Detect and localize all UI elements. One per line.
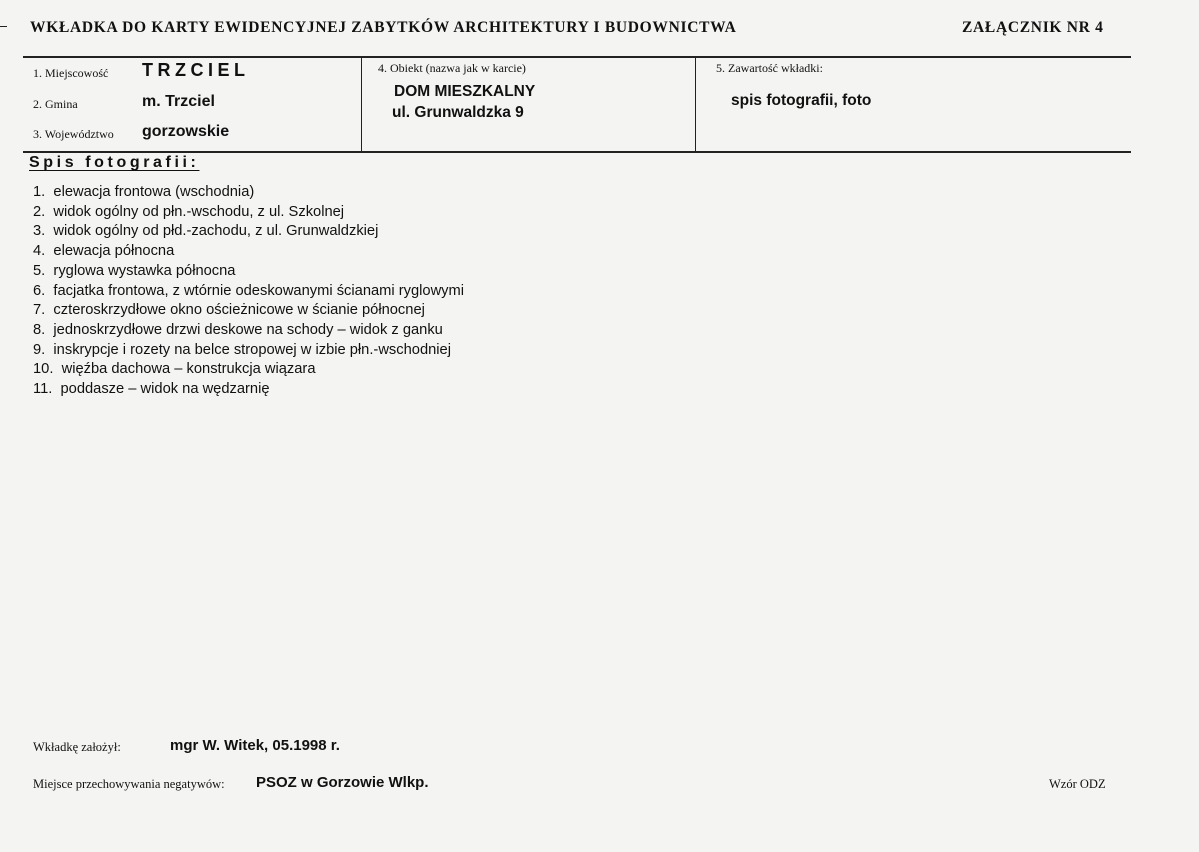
photo-list-item [33,183,464,203]
photo-item-number: 10. [33,361,54,378]
column-divider-1 [361,57,362,152]
photo-item-text: widok ogólny od płn.-wschodu, z ul. Szkolnej [53,203,345,220]
contents-label: 5. Zawartość wkładki: [716,61,823,75]
photo-item-number: 5. [33,262,46,279]
photo-item-text: facjatka frontowa, z wtórnie odeskowanymi ścianami ryglowymi [53,282,465,299]
photo-item-text: więźba dachowa – konstrukcja wiązara [61,361,316,378]
photo-item-number: 6. [33,282,46,299]
photo-list-item [33,222,464,242]
photo-list-item [33,203,464,223]
photo-list-heading: Spis fotografii: [29,154,200,171]
template-code: Wzór ODZ [1049,777,1106,791]
town-label: 1. Miejscowość [33,66,109,80]
photo-item-number: 8. [33,321,46,338]
photo-item-number: 1. [33,184,46,200]
founder-value: mgr W. Witek, 05.1998 r. [170,737,340,754]
photo-list-item [33,380,464,400]
photo-item-number: 7. [33,302,46,319]
photo-list-item [33,341,464,361]
photo-item-number: 9. [33,341,46,358]
column-divider-2 [695,57,696,152]
object-name: DOM MIESZKALNY [394,83,536,100]
storage-label: Miejsce przechowywania negatywów: [33,777,225,791]
photo-item-text: elewacja frontowa (wschodnia) [53,184,255,200]
annex-number: ZAŁĄCZNIK NR 4 [962,19,1104,36]
corner-mark [0,26,7,27]
voivodeship-value: gorzowskie [142,123,230,140]
photo-list-item [33,360,464,380]
card-title: WKŁADKA DO KARTY EWIDENCYJNEJ ZABYTKÓW ARCHITEKTURY I BUDOWNICTWA [30,19,737,36]
photo-list-item [33,282,464,302]
storage-value: PSOZ w Gorzowie Wlkp. [256,774,429,791]
voivodeship-label: 3. Województwo [33,127,114,141]
photo-item-text: jednoskrzydłowe drzwi deskowe na schody – widok z ganku [53,321,443,338]
contents-value: spis fotografii, foto [731,92,872,109]
founder-label: Wkładkę założył: [33,740,121,754]
commune-value: m. Trzciel [142,93,215,110]
commune-label: 2. Gmina [33,97,78,111]
object-address: ul. Grunwaldzka 9 [392,104,524,121]
photo-item-number: 11. [33,381,53,398]
photo-item-text: widok ogólny od płd.-zachodu, z ul. Grunwaldzkiej [53,223,379,240]
object-label: 4. Obiekt (nazwa jak w karcie) [378,61,526,75]
photo-list-item [33,321,464,341]
photo-item-text: inskrypcje i rozety na belce stropowej w izbie płn.-wschodniej [53,341,451,358]
photo-item-number: 2. [33,203,46,220]
photo-item-text: poddasze – widok na wędzarnię [60,381,270,398]
photo-item-number: 3. [33,223,46,240]
photo-item-text: ryglowa wystawka północna [53,262,236,279]
photo-list-item [33,262,464,282]
photo-item-text: elewacja północna [53,243,175,260]
photo-item-number: 4. [33,243,46,260]
table-bottom-rule [23,151,1131,153]
town-value: TRZCIEL [142,60,250,80]
photo-list [33,183,464,400]
table-top-rule [23,56,1131,58]
photo-list-item [33,242,464,262]
photo-item-text: czteroskrzydłowe okno ościeżnicowe w ścianie północnej [53,302,425,319]
photo-list-item [33,301,464,321]
